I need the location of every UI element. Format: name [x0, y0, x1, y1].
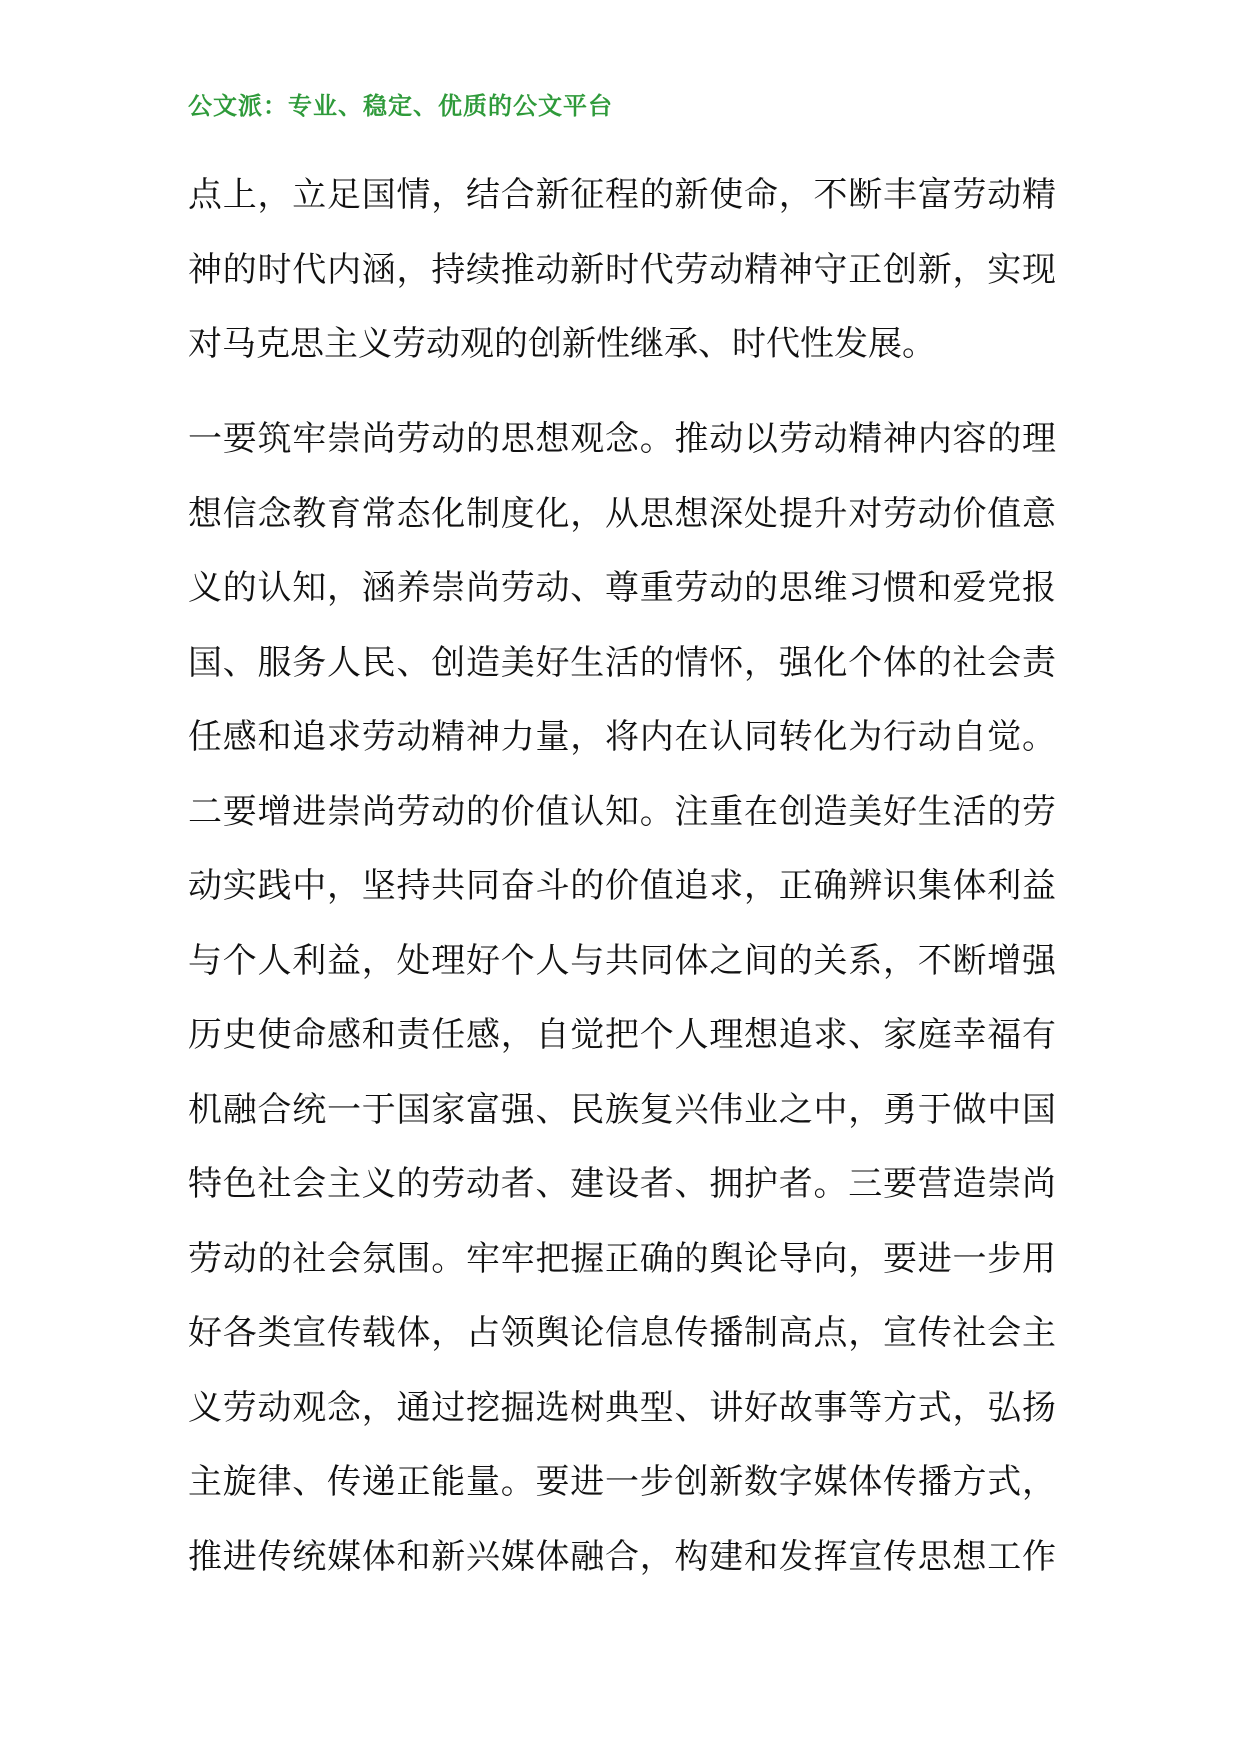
text-line: 神的时代内涵，持续推动新时代劳动精神守正创新，实现: [188, 249, 1056, 290]
text-line: 劳动的社会氛围。牢牢把握正确的舆论导向，要进一步用: [188, 1238, 1056, 1279]
text-line: 与个人利益，处理好个人与共同体之间的关系，不断增强: [188, 940, 1056, 981]
text-line: 想信念教育常态化制度化，从思想深处提升对劳动价值意: [188, 493, 1056, 534]
text-line: 国、服务人民、创造美好生活的情怀，强化个体的社会责: [188, 642, 1056, 683]
text-line: 机融合统一于国家富强、民族复兴伟业之中，勇于做中国: [188, 1089, 1056, 1130]
paragraph-1: [188, 158, 1056, 382]
text-line: 义劳动观念，通过挖掘选树典型、讲好故事等方式，弘扬: [188, 1387, 1056, 1428]
text-line: 一要筑牢崇尚劳动的思想观念。推动以劳动精神内容的理: [188, 419, 1056, 459]
text-line: 历史使命感和责任感，自觉把个人理想追求、家庭幸福有: [188, 1015, 1056, 1055]
text-line: 动实践中，坚持共同奋斗的价值追求，正确辨识集体利益: [188, 866, 1056, 906]
text-line: 点上，立足国情，结合新征程的新使命，不断丰富劳动精: [188, 175, 1056, 215]
text-line: 任感和追求劳动精神力量，将内在认同转化为行动自觉。: [188, 717, 1056, 757]
text-line: 对马克思主义劳动观的创新性继承、时代性发展。: [188, 324, 936, 364]
text-line: 好各类宣传载体，占领舆论信息传播制高点，宣传社会主: [188, 1313, 1056, 1353]
text-line: 义的认知，涵养崇尚劳动、尊重劳动的思维习惯和爱党报: [188, 568, 1056, 608]
text-line: 特色社会主义的劳动者、建设者、拥护者。三要营造崇尚: [188, 1164, 1056, 1204]
paragraph-2: [188, 402, 1056, 1594]
text-line: 主旋律、传递正能量。要进一步创新数字媒体传播方式，: [188, 1462, 1056, 1502]
page-header: 公文派：专业、稳定、优质的公文平台: [188, 92, 613, 120]
text-line: 推进传统媒体和新兴媒体融合，构建和发挥宣传思想工作: [188, 1536, 1056, 1577]
text-line: 二要增进崇尚劳动的价值认知。注重在创造美好生活的劳: [188, 791, 1056, 832]
